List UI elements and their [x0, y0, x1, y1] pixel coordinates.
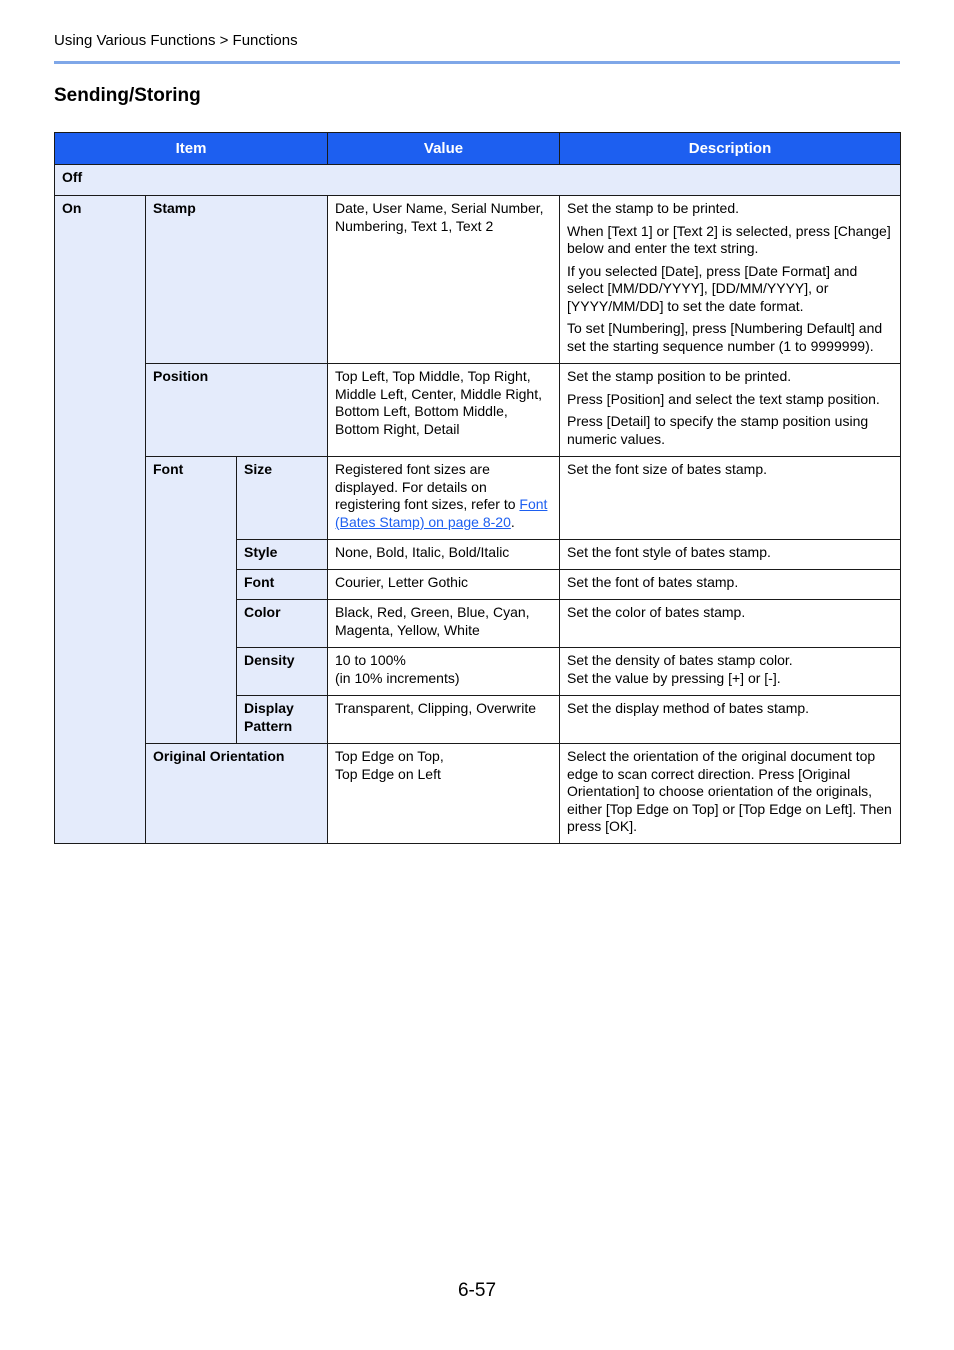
- on-item: On: [55, 196, 146, 844]
- display-pattern-item: [237, 696, 328, 744]
- stamp-desc-4: To set [Numbering], press [Numbering Default] and set the starting sequence number (1 to 9999999).: [567, 320, 883, 354]
- font-density-item: Density: [237, 648, 328, 696]
- display-pattern-label-line-1: Display: [244, 700, 294, 716]
- header-value: Value: [328, 133, 560, 165]
- font-density-description: [560, 648, 901, 696]
- orientation-value-line-1: Top Edge on Top,: [335, 748, 444, 764]
- font-font-value: Courier, Letter Gothic: [328, 570, 560, 600]
- font-density-value: [328, 648, 560, 696]
- font-font-item: Font: [237, 570, 328, 600]
- table-row-font-size: [55, 457, 901, 540]
- font-size-value: [328, 457, 560, 540]
- header-item: Item: [55, 133, 328, 165]
- position-desc-3: Press [Detail] to specify the stamp position using numeric values.: [567, 413, 869, 447]
- header-rule: [54, 61, 900, 64]
- table-header-row: [55, 133, 901, 165]
- font-color-value: Black, Red, Green, Blue, Cyan, Magenta, Yellow, White: [328, 600, 560, 648]
- stamp-desc-1: Set the stamp to be printed.: [567, 200, 739, 216]
- font-item: Font: [146, 457, 237, 744]
- stamp-desc-3: If you selected [Date], press [Date Format] and select [MM/DD/YYYY], [DD/MM/YYYY], or [YYYY/MM/DD] to set the date format.: [567, 262, 858, 314]
- stamp-description: [560, 196, 901, 364]
- display-pattern-label-line-2: Pattern: [244, 717, 293, 734]
- orientation-value: [328, 744, 560, 844]
- density-desc-line-2: Set the value by pressing [+] or [-].: [567, 669, 781, 686]
- density-desc-line-1: Set the density of bates stamp color.: [567, 652, 793, 668]
- position-item: Position: [146, 364, 328, 457]
- table-row-stamp: [55, 196, 901, 364]
- orientation-value-line-2: Top Edge on Left: [335, 765, 441, 782]
- orientation-description: Select the orientation of the original document top edge to scan correct direction. Press [Original Orientation] to choose orientation of the originals, either [Top Edge on Top] or [Top Edge on Left]. Then press [OK].: [560, 744, 901, 844]
- section-title: Sending/Storing: [54, 85, 201, 106]
- settings-table: [54, 132, 901, 844]
- density-value-line-1: 10 to 100%: [335, 652, 406, 668]
- font-color-description: Set the color of bates stamp.: [560, 600, 901, 648]
- font-size-value-text: Registered font sizes are displayed. For details on registering font sizes, refer to: [335, 461, 516, 512]
- font-bates-stamp-link[interactable]: Font (Bates Stamp) on page 8-20: [335, 496, 548, 530]
- font-size-item: Size: [237, 457, 328, 540]
- table-row-position: [55, 364, 901, 457]
- position-value: Top Left, Top Middle, Top Right, Middle Left, Center, Middle Right, Bottom Left, Bottom Middle, Bottom Right, Detail: [328, 364, 560, 457]
- position-desc-2: Press [Position] and select the text stamp position.: [567, 390, 880, 407]
- font-style-value: None, Bold, Italic, Bold/Italic: [328, 540, 560, 570]
- font-style-item: Style: [237, 540, 328, 570]
- font-style-description: Set the font style of bates stamp.: [560, 540, 901, 570]
- table-row-off: [55, 165, 901, 196]
- font-color-item: Color: [237, 600, 328, 648]
- table-row-original-orientation: [55, 744, 901, 844]
- stamp-value: Date, User Name, Serial Number, Numbering, Text 1, Text 2: [328, 196, 560, 364]
- position-description: [560, 364, 901, 457]
- density-value-line-2: (in 10% increments): [335, 669, 460, 686]
- display-pattern-description: Set the display method of bates stamp.: [560, 696, 901, 744]
- stamp-desc-2: When [Text 1] or [Text 2] is selected, press [Change] below and enter the text string.: [567, 222, 891, 256]
- header-description: Description: [560, 133, 901, 165]
- stamp-item: Stamp: [146, 196, 328, 364]
- font-font-description: Set the font of bates stamp.: [560, 570, 901, 600]
- orientation-item: Original Orientation: [146, 744, 328, 844]
- off-item: Off: [55, 165, 901, 196]
- breadcrumb: Using Various Functions > Functions: [54, 32, 298, 49]
- font-size-description: Set the font size of bates stamp.: [560, 457, 901, 540]
- display-pattern-value: Transparent, Clipping, Overwrite: [328, 696, 560, 744]
- position-desc-1: Set the stamp position to be printed.: [567, 368, 792, 384]
- page-number: 6-57: [457, 1280, 497, 1301]
- font-size-value-end: .: [510, 513, 515, 530]
